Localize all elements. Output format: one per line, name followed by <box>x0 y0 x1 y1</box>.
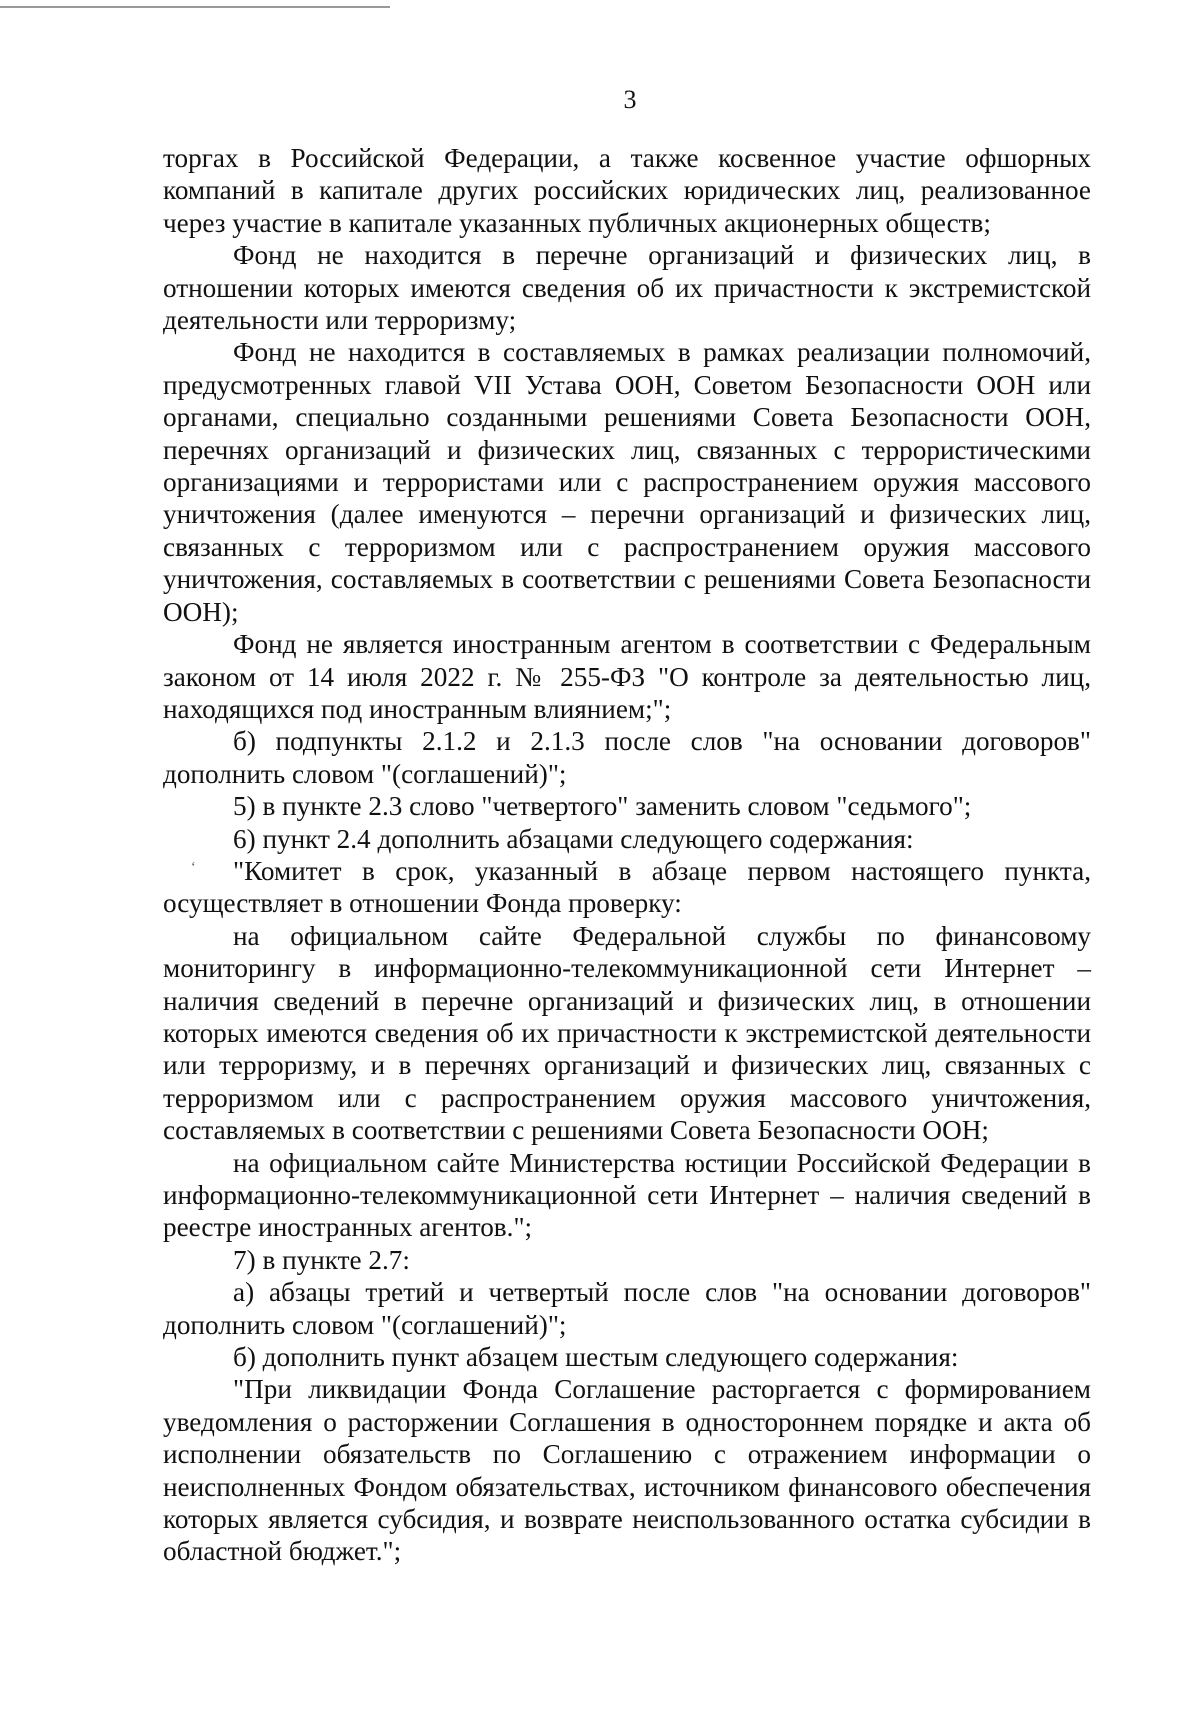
paragraph-foreign-agent: Фонд не является иностранным агентом в соответствии с Федеральным законом от 14 июля 2022 г. № 255-ФЗ "О контроле за деятельностью лиц, находящихся под иностранным влиянием;"; <box>163 629 1091 724</box>
paragraph-subitem-a: а) абзацы третий и четвертый после слов "на основании договоров" дополнить словом "(соглашений)"; <box>163 1277 1091 1340</box>
paragraph-un-lists: Фонд не находится в составляемых в рамках реализации полномочий, предусмотренных главой VII Устава ООН, Советом Безопасности ООН или органами, специально созданными решениями Совета Безопасности ООН, перечнях организаций и физических лиц, связанных с террористическими организациями и террористами или с распространением оружия массового уничтожения (далее именуются – перечни организаций и физических лиц, связанных с терроризмом или с распространением оружия массового уничтожения, составляемых в соответствии с решениями Совета Безопасности ООН); <box>163 337 1091 627</box>
paragraph-liquidation: "При ликвидации Фонда Соглашение расторгается с формированием уведомления о расторжении Соглашения в одностороннем порядке и акта об исполнении обязательств по Соглашению с отражением информации о неисполненных Фондом обязательствах, источником финансового обеспечения которых является субсидия, и возврате неиспользованного остатка субсидии в областной бюджет."; <box>163 1374 1091 1567</box>
document-body <box>163 142 1091 1568</box>
scan-edge-line <box>0 6 390 8</box>
paragraph-continuation: торгах в Российской Федерации, а также косвенное участие офшорных компаний в капитале других российских юридических лиц, реализованное через участие в капитале указанных публичных акционерных обществ; <box>163 143 1091 238</box>
paragraph-item-6: 6) пункт 2.4 дополнить абзацами следующего содержания: <box>233 823 914 854</box>
paragraph-committee-check: "Комитет в срок, указанный в абзаце первом настоящего пункта, осуществляет в отношении Фонда проверку: <box>163 855 1091 919</box>
paragraph-fin-monitoring: на официальном сайте Федеральной службы по финансовому мониторингу в информационно-телекоммуникационной сети Интернет – наличия сведений в перечне организаций и физических лиц, в отношении которых имеются сведения об их причастности к экстремистской деятельности или терроризму, и в перечнях организаций и физических лиц, связанных с терроризмом или с распространением оружия массового уничтожения, составляемых в соответствии с решениями Совета Безопасности ООН; <box>163 920 1091 1146</box>
paragraph-subitem-b: б) подпункты 2.1.2 и 2.1.3 после слов "на основании договоров" дополнить словом "(соглашений)"; <box>163 726 1091 789</box>
paragraph-justice-ministry: на официальном сайте Министерства юстиции Российской Федерации в информационно-телекоммуникационной сети Интернет – наличия сведений в реестре иностранных агентов."; <box>163 1147 1091 1243</box>
paragraph-extremism-list: Фонд не находится в перечне организаций и физических лиц, в отношении которых имеются сведения об их причастности к экстремистской деятельности или терроризму; <box>163 240 1091 336</box>
paragraph-subitem-b-2: б) дополнить пункт абзацем шестым следующего содержания: <box>233 1342 959 1373</box>
paragraph-item-7: 7) в пункте 2.7: <box>233 1244 410 1275</box>
scan-speck: ‘ <box>191 860 196 875</box>
paragraph-item-5: 5) в пункте 2.3 слово "четвертого" заменить словом "седьмого"; <box>233 791 972 822</box>
page-number: 3 <box>623 85 637 114</box>
